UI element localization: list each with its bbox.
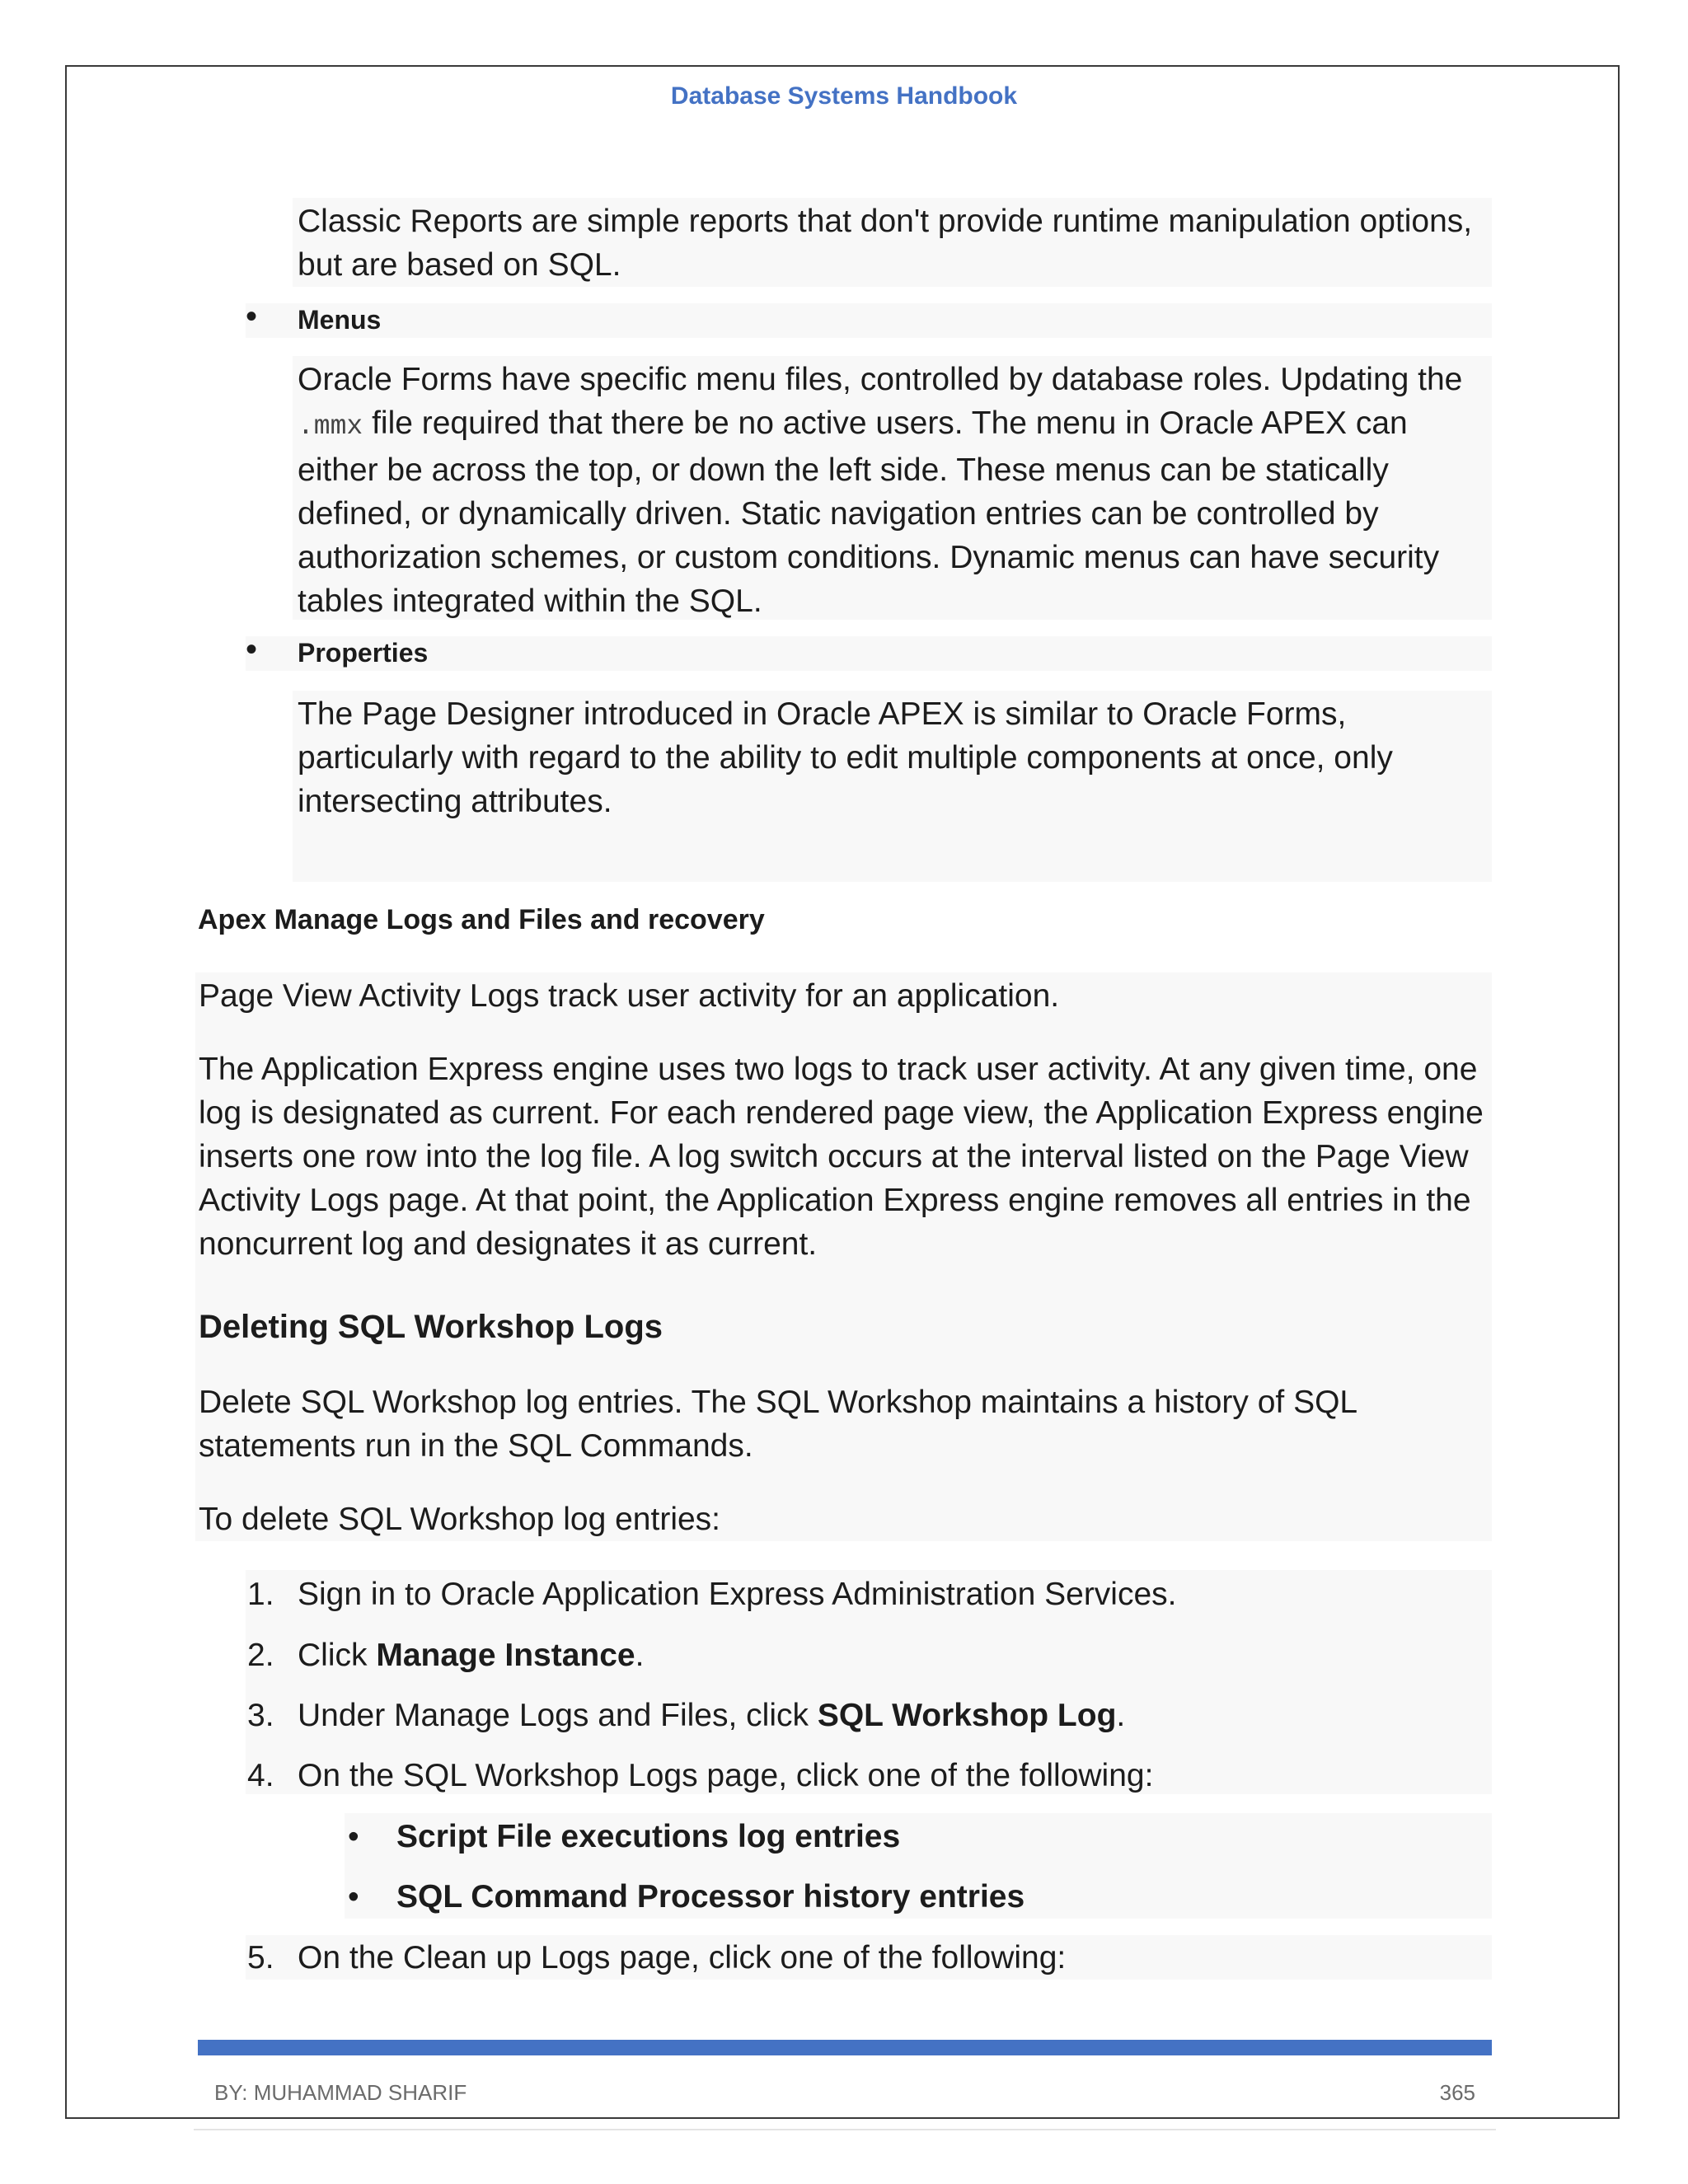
- step-prefix: Under Manage Logs and Files, click: [298, 1698, 818, 1733]
- menus-paragraph: [293, 356, 1492, 620]
- properties-text: The Page Designer introduced in Oracle APEX is similar to Oracle Forms, particularly with regard to the ability to edit multiple components at once, only intersecting attributes.: [298, 696, 1393, 819]
- manage-instance-link: Manage Instance: [376, 1638, 635, 1673]
- step-text: [298, 1694, 1125, 1737]
- classic-reports-paragraph: [293, 198, 1492, 287]
- step-suffix: .: [1116, 1698, 1126, 1733]
- section-heading: Apex Manage Logs and Files and recovery: [198, 904, 765, 935]
- step-number: 1.: [247, 1577, 274, 1612]
- step-number: 2.: [247, 1638, 274, 1673]
- properties-paragraph: [293, 691, 1492, 882]
- bullet-icon: •: [246, 631, 258, 668]
- step-suffix: .: [635, 1638, 645, 1673]
- sub-bullet-text: SQL Command Processor history entries: [396, 1879, 1025, 1915]
- classic-reports-text: Classic Reports are simple reports that don't provide runtime manipulation options, but are based on SQL.: [298, 204, 1473, 283]
- sql-workshop-log-link: SQL Workshop Log: [817, 1698, 1117, 1733]
- menus-label: Menus: [298, 305, 382, 335]
- to-delete-paragraph: To delete SQL Workshop log entries:: [199, 1502, 721, 1537]
- properties-label: Properties: [298, 638, 429, 668]
- footer-bar: [198, 2040, 1492, 2055]
- sub-bullet-text: Script File executions log entries: [396, 1819, 901, 1854]
- menus-text-before: Oracle Forms have specific menu files, controlled by database roles. Updating the: [298, 362, 1463, 397]
- step-number: 4.: [247, 1758, 274, 1793]
- step-text: [298, 1633, 644, 1677]
- deleting-logs-heading: Deleting SQL Workshop Logs: [199, 1309, 663, 1345]
- bullet-icon: •: [246, 298, 258, 335]
- page-number: 365: [1439, 2080, 1475, 2105]
- footer-rule: [194, 2129, 1496, 2130]
- properties-bullet-row: [246, 631, 1492, 671]
- step-text: On the Clean up Logs page, click one of the following:: [298, 1940, 1067, 1975]
- mmx-code: .mmx: [298, 411, 363, 442]
- menus-bullet-row: [246, 298, 1492, 338]
- engine-paragraph: The Application Express engine uses two logs to track user activity. At any given time, one log is designated as current. For each rendered page view, the Application Express engine inserts one row into the log file. A log switch occurs at the interval listed on the Page View Activity Logs page. At that point, the Application Express engine removes all entries in the noncurrent log and designates it as current.: [199, 1052, 1484, 1262]
- menus-text-after: file required that there be no active users. The menu in Oracle APEX can either be across the top, or down the left side. These menus can be statically defined, or dynamically driven. Static navigation entries can be controlled by authorization schemes, or custom conditions. Dynamic menus can have security tables integrated within the SQL.: [298, 405, 1440, 619]
- step-number: 5.: [247, 1940, 274, 1975]
- step-text: On the SQL Workshop Logs page, click one of the following:: [298, 1758, 1154, 1793]
- footer-author: BY: MUHAMMAD SHARIF: [214, 2080, 467, 2105]
- delete-logs-paragraph: Delete SQL Workshop log entries. The SQL Workshop maintains a history of SQL statements run in the SQL Commands.: [199, 1385, 1357, 1464]
- page-view-paragraph: Page View Activity Logs track user activity for an application.: [199, 978, 1060, 1014]
- step-prefix: Click: [298, 1638, 377, 1673]
- running-header: Database Systems Handbook: [670, 82, 1018, 110]
- step-number: 3.: [247, 1698, 274, 1733]
- bullet-icon: •: [348, 1819, 359, 1854]
- bullet-icon: •: [348, 1879, 359, 1915]
- step-text: Sign in to Oracle Application Express Administration Services.: [298, 1577, 1177, 1612]
